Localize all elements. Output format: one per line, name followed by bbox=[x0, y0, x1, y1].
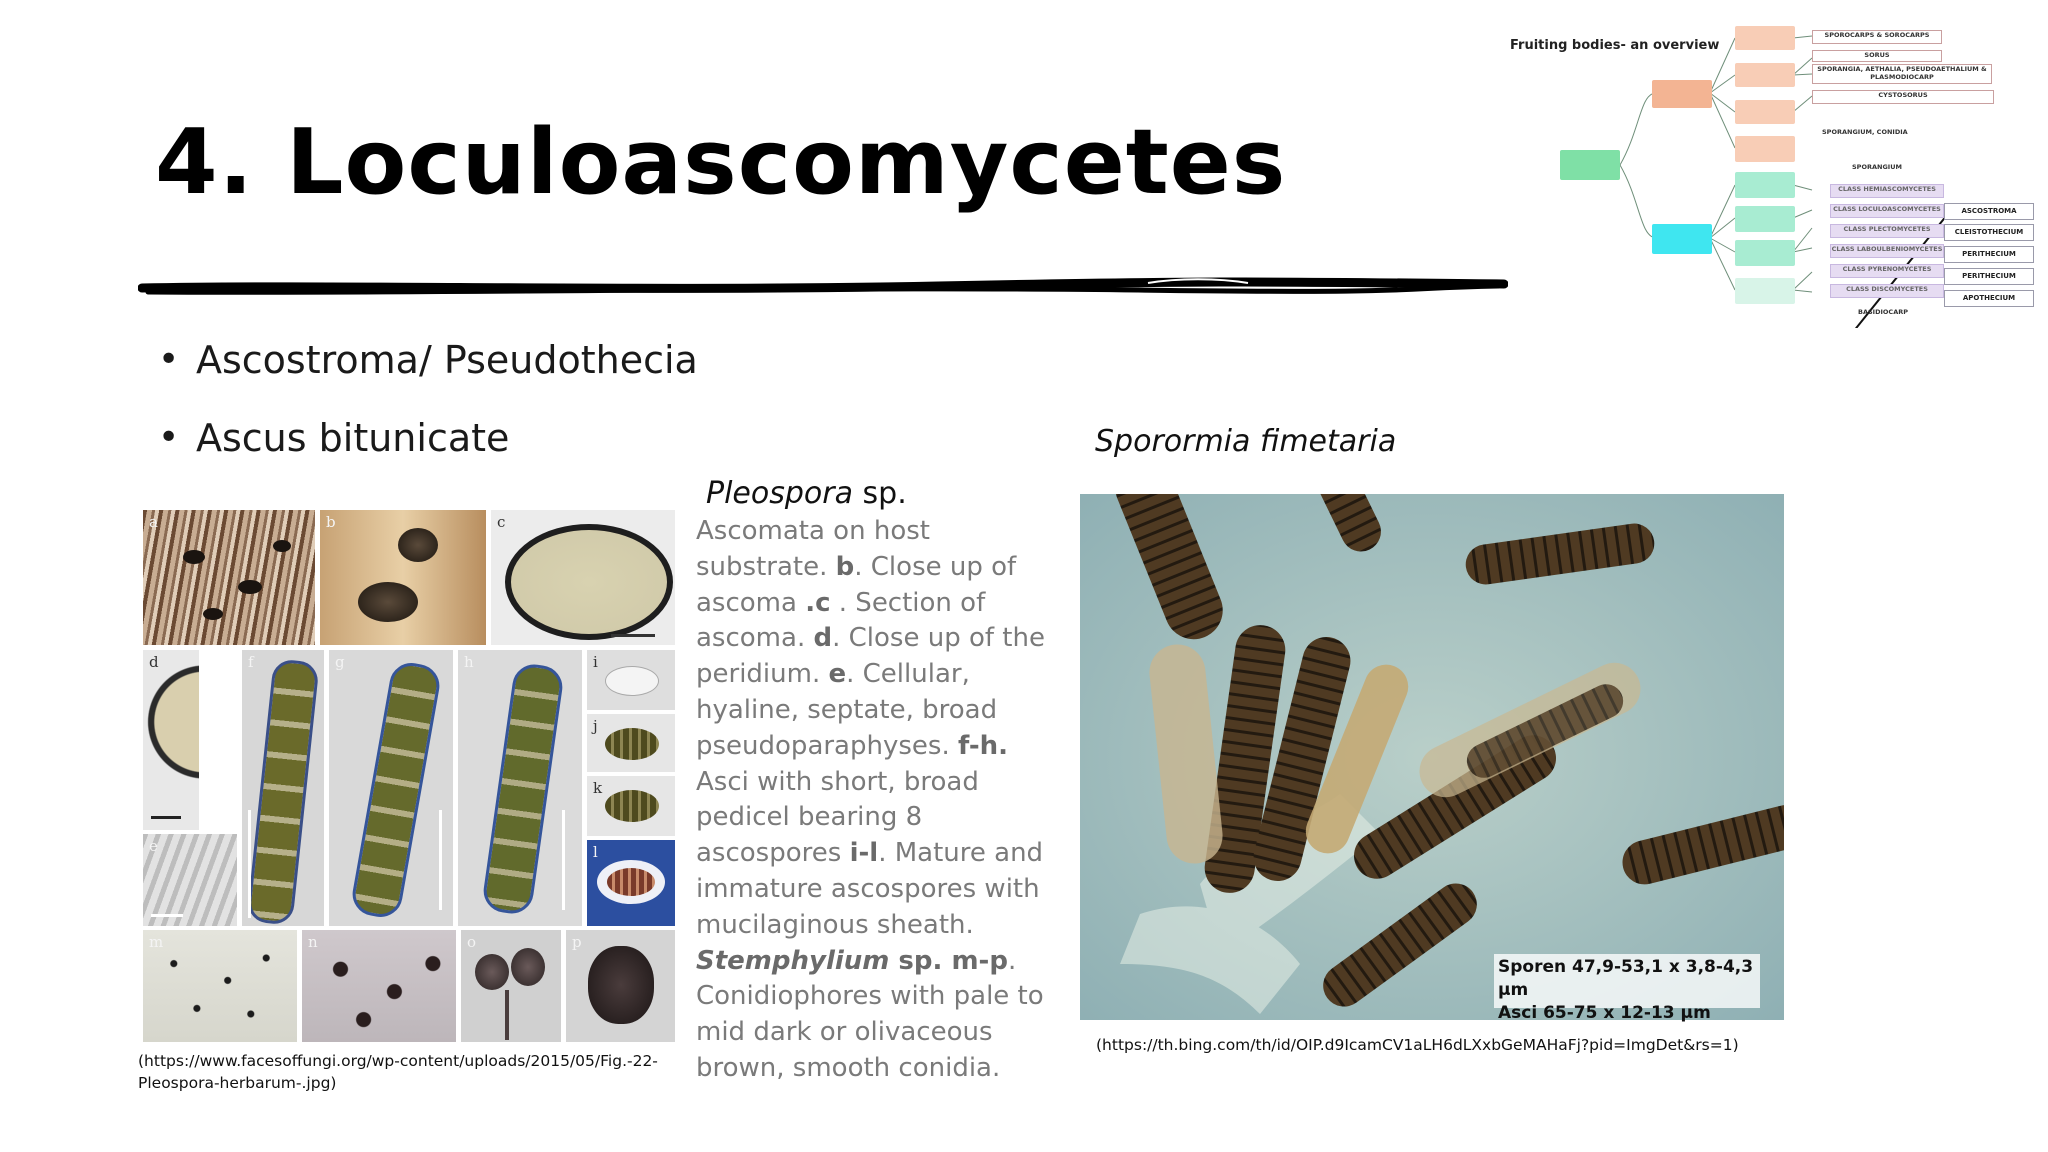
overview-class: CLASS PYRENOMYCETES bbox=[1830, 264, 1944, 278]
overview-node bbox=[1735, 100, 1795, 124]
overview-class: CLASS PLECTOMYCETES bbox=[1830, 224, 1944, 238]
overview-node bbox=[1735, 278, 1795, 304]
overview-item: SPORANGIUM bbox=[1852, 163, 1902, 171]
overview-result: CLEISTOTHECIUM bbox=[1944, 224, 2034, 241]
panel-p: p bbox=[566, 930, 675, 1042]
panel-d: d bbox=[143, 650, 199, 830]
overview-node bbox=[1735, 63, 1795, 87]
overview-item: SPORANGIUM, CONIDIA bbox=[1822, 128, 1908, 136]
micrograph-image bbox=[1080, 494, 1784, 1020]
bullet-list bbox=[150, 330, 698, 486]
overview-box: CYSTOSORUS bbox=[1812, 90, 1994, 104]
overview-class: CLASS LABOULBENIOMYCETES bbox=[1830, 244, 1944, 258]
overview-class: CLASS DISCOMYCETES bbox=[1830, 284, 1944, 298]
overview-result: APOTHECIUM bbox=[1944, 290, 2034, 307]
spore-measurement-label: Sporen 47,9-53,1 x 3,8-4,3 µm Asci 65-75 x 12-13 µm bbox=[1494, 954, 1760, 1008]
title-underline-brush bbox=[138, 272, 1508, 302]
overview-node bbox=[1735, 206, 1795, 232]
pleospora-description: Ascomata on host substrate. b. Close up of ascoma .c . Section of ascoma. d. Close up of the peridium. e. Cellular, hyaline, septate, broad pseudoparaphyses. f-h. Asci with short, broad pedicel bearing 8 ascospores i-l. Mature and immature ascospores with mucilaginous sheath. Stemphylium sp. m-p. Conidiophores with pale to mid dark or olivaceous brown, smooth conidia. bbox=[696, 516, 1045, 1083]
panel-i: i bbox=[587, 650, 675, 710]
overview-box: SPOROCARPS & SOROCARPS bbox=[1812, 30, 1942, 44]
panel-m: m bbox=[143, 930, 297, 1042]
bullet-item: • Ascostroma/ Pseudothecia bbox=[150, 330, 698, 408]
overview-title: Fruiting bodies- an overview bbox=[1510, 38, 1720, 53]
overview-result: PERITHECIUM bbox=[1944, 268, 2034, 285]
overview-item: BASIDIOCARP bbox=[1858, 308, 1908, 316]
panel-g: g bbox=[329, 650, 453, 926]
overview-box: SORUS bbox=[1812, 50, 1942, 62]
overview-class: CLASS LOCULOASCOMYCETES bbox=[1830, 204, 1944, 218]
overview-box: SPORANGIA, AETHALIA, PSEUDOAETHALIUM & PLASMODIOCARP bbox=[1812, 64, 1992, 84]
overview-result: ASCOSTROMA bbox=[1944, 203, 2034, 220]
panel-l: l bbox=[587, 840, 675, 926]
pleospora-title: Pleospora sp. bbox=[706, 476, 907, 511]
panel-h: h bbox=[458, 650, 582, 926]
pleospora-figure bbox=[143, 510, 675, 1042]
overview-node bbox=[1735, 26, 1795, 50]
sporormia-title: Sporormia fimetaria bbox=[1095, 424, 1397, 459]
overview-node bbox=[1735, 172, 1795, 198]
panel-n: n bbox=[302, 930, 456, 1042]
panel-o: o bbox=[461, 930, 561, 1042]
overview-node bbox=[1735, 240, 1795, 266]
panel-f: f bbox=[242, 650, 324, 926]
panel-e: e bbox=[143, 834, 237, 926]
slide-title: 4. Loculoascomycetes bbox=[155, 110, 1287, 215]
panel-j: j bbox=[587, 714, 675, 772]
overview-node bbox=[1735, 136, 1795, 162]
bullet-item: • Ascus bitunicate bbox=[150, 408, 698, 486]
overview-node-orange bbox=[1652, 80, 1712, 108]
panel-a: a bbox=[143, 510, 315, 645]
overview-node-cyan bbox=[1652, 224, 1712, 254]
overview-node-root bbox=[1560, 150, 1620, 180]
panel-k: k bbox=[587, 776, 675, 836]
overview-class: CLASS HEMIASCOMYCETES bbox=[1830, 184, 1944, 198]
right-figure-caption: (https://th.bing.com/th/id/OIP.d9IcamCV1aLH6dLXxbGeMAHaFj?pid=ImgDet&rs=1) bbox=[1096, 1036, 1739, 1054]
sporormia-micrograph bbox=[1080, 494, 1784, 1020]
overview-result: PERITHECIUM bbox=[1944, 246, 2034, 263]
left-figure-caption: (https://www.facesoffungi.org/wp-content/uploads/2015/05/Fig.-22-Pleospora-herbarum-.jpg) bbox=[138, 1052, 658, 1092]
panel-b: b bbox=[320, 510, 486, 645]
panel-c: c bbox=[491, 510, 675, 645]
